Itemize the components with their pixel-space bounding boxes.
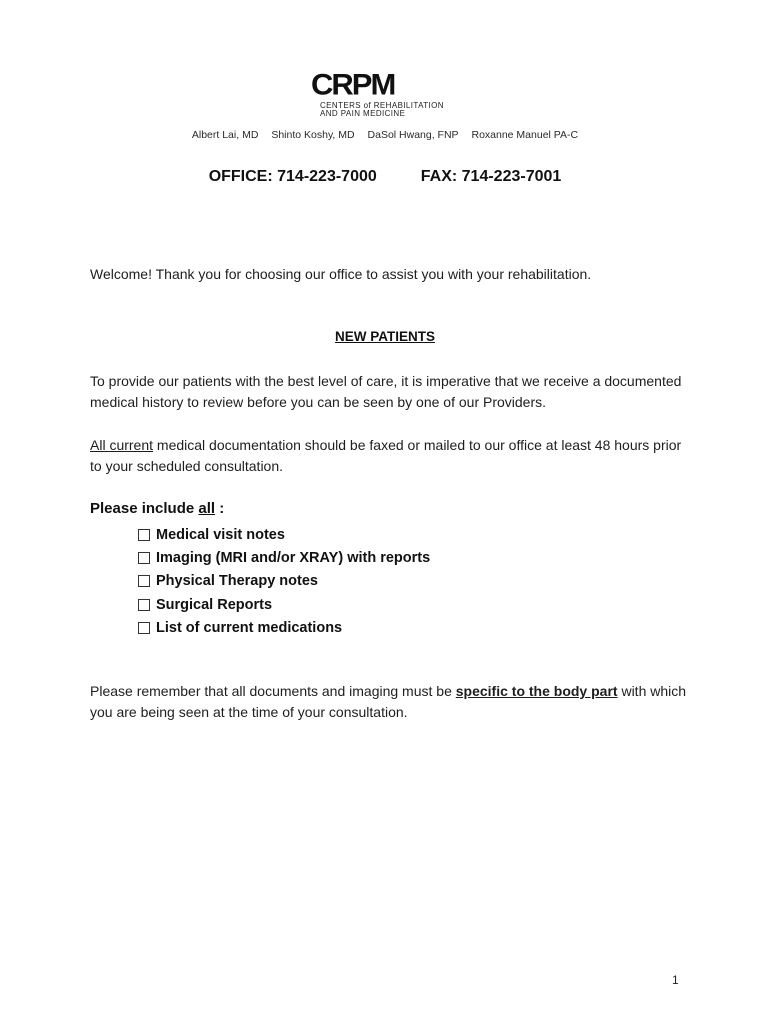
provider-name: Roxanne Manuel PA-C <box>471 129 579 141</box>
paragraph-documentation <box>90 435 690 477</box>
logo-wordmark: CRPM <box>311 68 395 102</box>
underlined-phrase: All current <box>90 437 154 453</box>
contact-line <box>0 168 770 186</box>
section-title: NEW PATIENTS <box>335 329 435 344</box>
checklist-item-label: Imaging (MRI and/or XRAY) with reports <box>156 550 431 567</box>
checkbox-icon <box>138 575 150 587</box>
fax-number: FAX: 714-223-7001 <box>420 168 562 185</box>
include-prefix: Please include <box>90 500 199 517</box>
logo-subtitle-line1: CENTERS of REHABILITATION <box>320 101 444 110</box>
office-phone: OFFICE: 714-223-7000 <box>208 168 377 185</box>
page-number: 1 <box>672 973 679 987</box>
include-emphasis: all <box>198 500 216 517</box>
reminder-before: Please remember that all documents and imaging must be <box>90 683 456 699</box>
checklist-item <box>138 570 430 593</box>
checklist-item-label: Surgical Reports <box>156 596 273 613</box>
reminder-after: with which you are being seen at the time of your consultation. <box>90 683 687 720</box>
include-suffix: : <box>215 500 225 517</box>
paragraph-rest: medical documentation should be faxed or mailed to our office at least 48 hours prior to your scheduled consultation. <box>90 437 682 474</box>
provider-list <box>0 129 770 141</box>
checklist-item-label: Medical visit notes <box>156 526 285 543</box>
paragraph-care: To provide our patients with the best level of care, it is imperative that we receive a documented medical history to review before you can be seen by one of our Providers. <box>90 373 682 410</box>
provider-name: DaSol Hwang, FNP <box>367 129 459 141</box>
welcome-text: Welcome! Thank you for choosing our office to assist you with your rehabilitation. <box>90 266 592 282</box>
checkbox-icon <box>138 599 150 611</box>
checklist-item <box>138 593 430 616</box>
provider-name: Shinto Koshy, MD <box>271 129 355 141</box>
checklist-item-label: Physical Therapy notes <box>156 573 318 590</box>
checklist-item <box>138 546 430 569</box>
paragraph-reminder <box>90 681 690 723</box>
document-checklist <box>138 523 430 640</box>
reminder-emphasis: specific to the body part <box>455 683 618 699</box>
checklist-item <box>138 523 430 546</box>
checklist-item <box>138 617 430 640</box>
checkbox-icon <box>138 552 150 564</box>
checkbox-icon <box>138 529 150 541</box>
logo-subtitle-line2: AND PAIN MEDICINE <box>320 109 406 118</box>
include-heading <box>90 500 224 517</box>
checklist-item-label: List of current medications <box>156 620 343 637</box>
checkbox-icon <box>138 622 150 634</box>
provider-name: Albert Lai, MD <box>191 129 259 141</box>
